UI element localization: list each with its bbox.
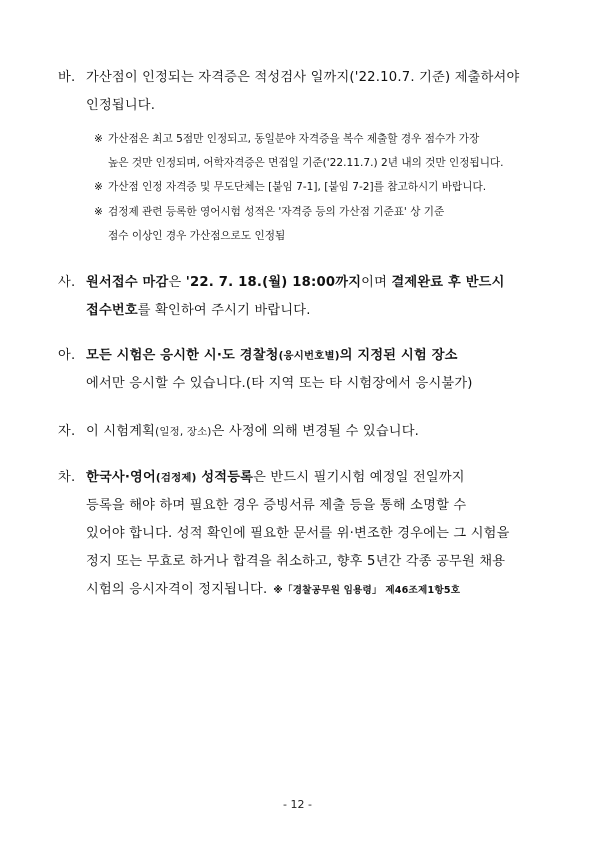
payment-notice: 결제완료 후 반드시: [391, 275, 505, 290]
section-cha-line-1: [58, 464, 548, 492]
schedule-detail-note: (일정, 장소): [155, 426, 212, 438]
page-number: - 12 -: [283, 798, 312, 811]
text-run: 시험의 응시자격이 정지됩니다.: [86, 582, 268, 597]
exam-location-rule-end: 의 지정된 시험 장소: [339, 348, 458, 363]
section-a: [58, 342, 548, 398]
section-ja: [58, 418, 548, 446]
section-sa-line-1: [58, 269, 548, 297]
text-run: 은 사정에 의해 변경될 수 있습니다.: [211, 424, 420, 439]
note-3-line-2: 점수 이상인 경우 가산점으로도 인정됨: [108, 230, 286, 242]
section-sa: [58, 269, 548, 325]
section-a-line-2: 에서만 응시할 수 있습니다.(타 지역 또는 타 시험장에서 응시불가): [86, 376, 473, 391]
section-cha-line-2: 등록을 해야 하며 필요한 경우 증빙서류 제출 등을 통해 소명할 수: [86, 498, 467, 513]
section-ba-text-2: 인정됩니다.: [86, 98, 156, 113]
section-sa-line-2: [58, 297, 548, 325]
section-ba-line-1: [58, 64, 548, 92]
note-1-line-2: 높은 것만 인정되며, 어학자격증은 면접일 기준('22.11.7.) 2년 내의 것만 인정됩니다.: [108, 157, 504, 169]
text-run: 이며: [361, 275, 392, 290]
section-marker: 아.: [58, 348, 76, 363]
note-2-line-1: 가산점 인정 자격증 및 무도단체는 [붙임 7-1], [붙임 7-2]를 참고하시기 바랍니다.: [108, 181, 487, 193]
application-deadline-label: 원서접수 마감: [86, 275, 169, 290]
text-run: 이 시험계획: [86, 424, 156, 439]
text-run: 를 확인하여 주시기 바랍니다.: [137, 303, 311, 318]
score-registration-label: 성적등록: [196, 470, 254, 485]
note-2: [94, 175, 554, 199]
section-cha-line-5: [58, 576, 548, 605]
text-run: 은: [168, 275, 186, 290]
reference-mark-icon: ※: [94, 133, 103, 145]
certification-type-note: (검정제): [155, 472, 197, 484]
section-ja-line-1: [58, 418, 548, 446]
section-ba: [58, 64, 548, 120]
exam-location-rule: 모든 시험은 응시한 시·도 경찰청: [86, 348, 279, 363]
text-run: 은 반드시 필기시험 예정일 전일까지: [253, 470, 465, 485]
section-a-line-1: [58, 342, 548, 370]
reference-mark-icon: ※: [94, 206, 103, 218]
deadline-datetime: '22. 7. 18.(월) 18:00까지: [185, 275, 362, 290]
section-marker: 차.: [58, 470, 76, 485]
note-3-line-1: 검정제 관련 등록한 영어시험 성적은 '자격증 등의 가산점 기준표' 상 기준: [108, 206, 445, 218]
exam-number-note: (응시번호별): [278, 350, 340, 362]
section-cha-line-3: 있어야 합니다. 성적 확인에 필요한 문서를 위·변조한 경우에는 그 시험을: [86, 526, 510, 541]
section-cha-line-4: 정지 또는 무효로 하거나 합격을 취소하고, 향후 5년간 각종 공무원 채용: [86, 554, 506, 569]
note-1-line-1: 가산점은 최고 5점만 인정되고, 동일분야 자격증을 복수 제출할 경우 점수가 가장: [108, 133, 480, 145]
section-marker: 바.: [58, 70, 76, 85]
reference-mark-icon: ※: [94, 181, 103, 193]
regulation-reference: ※「경찰공무원 임용령」 제46조제1항5호: [273, 585, 461, 596]
note-1: [94, 127, 554, 175]
section-marker: 사.: [58, 275, 76, 290]
score-registration-title: 한국사·영어: [86, 470, 156, 485]
section-ba-text-1: 가산점이 인정되는 자격증은 적성검사 일까지('22.10.7. 기준) 제출하셔야: [86, 70, 520, 85]
receipt-number-label: 접수번호: [86, 303, 138, 318]
section-cha: [58, 464, 548, 605]
section-marker: 자.: [58, 424, 76, 439]
note-3: [94, 200, 554, 248]
